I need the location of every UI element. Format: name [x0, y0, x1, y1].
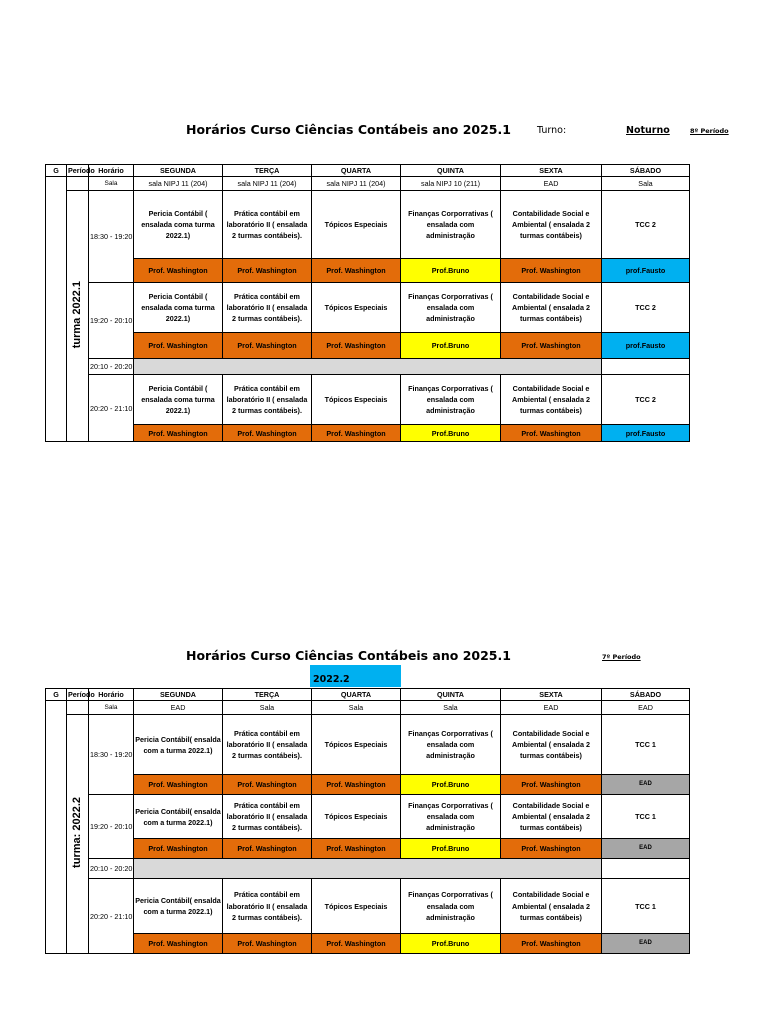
subject-sexta: Contabilidade Social e Ambiental ( ensalada 2 turmas contábeis)	[501, 191, 602, 259]
sala-sexta: EAD	[501, 177, 602, 191]
time-slot: 20:10 - 20:20	[89, 359, 134, 375]
sala-label: Sala	[89, 701, 134, 715]
subject-terca: Prática contábil em laboratório II ( ensalada 2 turmas contábeis).	[223, 879, 312, 934]
subject-terca: Prática contábil em laboratório II ( ensalada 2 turmas contábeis).	[223, 283, 312, 333]
subject-segunda: Pericia Contábil ( ensalada coma turma 2022.1)	[134, 191, 223, 259]
sala-terca: sala NIPJ 11 (204)	[223, 177, 312, 191]
header-horario: Horário	[89, 165, 134, 177]
schedule-table-2	[45, 688, 690, 954]
turma-label: turma 2022.1	[70, 280, 83, 349]
sala-terca: Sala	[223, 701, 312, 715]
prof-sexta: Prof. Washington	[501, 425, 602, 442]
prof-quinta: Prof.Bruno	[401, 259, 501, 283]
subject-row	[46, 283, 690, 333]
break-bar	[134, 859, 602, 879]
break-row	[46, 859, 690, 879]
subject-terca: Prática contábil em laboratório II ( ensalada 2 turmas contábeis).	[223, 795, 312, 839]
subject-segunda: Pericia Contábil( ensalda com a turma 2022.1)	[134, 795, 223, 839]
subject-row	[46, 191, 690, 259]
sala-quarta: sala NIPJ 11 (204)	[312, 177, 401, 191]
group-cell	[46, 177, 67, 442]
break-bar	[134, 359, 602, 375]
prof-segunda: Prof. Washington	[134, 934, 223, 954]
sala-sexta: EAD	[501, 701, 602, 715]
header-sexta: SEXTA	[501, 165, 602, 177]
prof-quarta: Prof. Washington	[312, 775, 401, 795]
time-slot: 20:10 - 20:20	[89, 859, 134, 879]
prof-quarta: Prof. Washington	[312, 425, 401, 442]
time-slot: 19:20 - 20:10	[89, 795, 134, 859]
turno-value: Noturno	[626, 125, 670, 136]
subject-sabado: TCC 2	[602, 191, 690, 259]
header-segunda: SEGUNDA	[134, 165, 223, 177]
header-quarta: QUARTA	[312, 165, 401, 177]
prof-row	[46, 934, 690, 954]
subject-quarta: Tópicos Especiais	[312, 795, 401, 839]
subject-quinta: Finanças Corporrativas ( ensalada com administração	[401, 879, 501, 934]
sala-segunda: sala NIPJ 11 (204)	[134, 177, 223, 191]
schedule-title-1: Horários Curso Ciências Contábeis ano 2025.1	[186, 122, 511, 137]
time-slot: 18:30 - 19:20	[89, 715, 134, 795]
prof-quinta: Prof.Bruno	[401, 425, 501, 442]
sala-label: Sala	[89, 177, 134, 191]
subject-row	[46, 375, 690, 425]
subject-row	[46, 715, 690, 775]
subject-segunda: Pericia Contábil( ensalda com a turma 2022.1)	[134, 879, 223, 934]
subject-terca: Prática contábil em laboratório II ( ensalada 2 turmas contábeis).	[223, 191, 312, 259]
subject-quarta: Tópicos Especiais	[312, 715, 401, 775]
header-quinta: QUINTA	[401, 689, 501, 701]
subject-sabado: TCC 2	[602, 375, 690, 425]
subject-segunda: Pericia Contábil ( ensalada coma turma 2022.1)	[134, 375, 223, 425]
header-quinta: QUINTA	[401, 165, 501, 177]
sala-sabado: Sala	[602, 177, 690, 191]
header-periodo: Período	[68, 690, 95, 699]
prof-quinta: Prof.Bruno	[401, 839, 501, 859]
prof-quinta: Prof.Bruno	[401, 333, 501, 359]
sala-quarta: Sala	[312, 701, 401, 715]
prof-sabado: prof.Fausto	[602, 333, 690, 359]
subject-row	[46, 879, 690, 934]
header-sabado: SÁBADO	[602, 165, 690, 177]
periodo-label-1: 8º Período	[690, 127, 729, 135]
break-empty	[602, 859, 690, 879]
time-slot: 18:30 - 19:20	[89, 191, 134, 283]
turma-label: turma: 2022.2	[70, 797, 83, 869]
prof-sexta: Prof. Washington	[501, 839, 602, 859]
sala-quinta: Sala	[401, 701, 501, 715]
prof-quarta: Prof. Washington	[312, 259, 401, 283]
header-horario: Horário	[89, 689, 134, 701]
prof-quarta: Prof. Washington	[312, 333, 401, 359]
break-row	[46, 359, 690, 375]
subject-quinta: Finanças Corporrativas ( ensalada com administração	[401, 375, 501, 425]
subject-quarta: Tópicos Especiais	[312, 879, 401, 934]
subject-sexta: Contabilidade Social e Ambiental ( ensalada 2 turmas contábeis)	[501, 283, 602, 333]
prof-terca: Prof. Washington	[223, 934, 312, 954]
prof-terca: Prof. Washington	[223, 333, 312, 359]
prof-quinta: Prof.Bruno	[401, 775, 501, 795]
prof-sexta: Prof. Washington	[501, 775, 602, 795]
prof-terca: Prof. Washington	[223, 425, 312, 442]
prof-segunda: Prof. Washington	[134, 333, 223, 359]
subject-quinta: Finanças Corporrativas ( ensalada com administração	[401, 795, 501, 839]
break-empty	[602, 359, 690, 375]
group-cell	[46, 701, 67, 954]
prof-sabado: prof.Fausto	[602, 425, 690, 442]
subject-terca: Prática contábil em laboratório II ( ensalada 2 turmas contábeis).	[223, 375, 312, 425]
prof-segunda: Prof. Washington	[134, 425, 223, 442]
header-g: G	[46, 165, 67, 177]
periodo-cell	[67, 177, 89, 191]
header-sexta: SEXTA	[501, 689, 602, 701]
turma-tag: 2022.2	[310, 665, 401, 687]
subject-sexta: Contabilidade Social e Ambiental ( ensalada 2 turmas contábeis)	[501, 879, 602, 934]
prof-sabado: prof.Fausto	[602, 259, 690, 283]
turma-cell	[67, 191, 89, 442]
subject-sexta: Contabilidade Social e Ambiental ( ensalada 2 turmas contábeis)	[501, 715, 602, 775]
prof-sexta: Prof. Washington	[501, 934, 602, 954]
prof-sabado: EAD	[602, 775, 690, 795]
prof-terca: Prof. Washington	[223, 839, 312, 859]
time-slot: 19:20 - 20:10	[89, 283, 134, 359]
sala-quinta: sala NIPJ 10 (211)	[401, 177, 501, 191]
subject-sexta: Contabilidade Social e Ambiental ( ensalada 2 turmas contábeis)	[501, 795, 602, 839]
turma-cell	[67, 715, 89, 954]
prof-row	[46, 775, 690, 795]
periodo-cell	[67, 701, 89, 715]
sala-segunda: EAD	[134, 701, 223, 715]
subject-sabado: TCC 2	[602, 283, 690, 333]
subject-quinta: Finanças Corporrativas ( ensalada com administração	[401, 715, 501, 775]
prof-segunda: Prof. Washington	[134, 775, 223, 795]
schedule-title-2: Horários Curso Ciências Contábeis ano 2025.1	[186, 648, 511, 663]
prof-terca: Prof. Washington	[223, 259, 312, 283]
prof-row	[46, 839, 690, 859]
header-row	[46, 689, 690, 701]
header-g: G	[46, 689, 67, 701]
turno-label: Turno:	[537, 125, 567, 136]
sala-row	[46, 177, 690, 191]
subject-row	[46, 795, 690, 839]
subject-sabado: TCC 1	[602, 715, 690, 775]
subject-quinta: Finanças Corporrativas ( ensalada com administração	[401, 191, 501, 259]
prof-terca: Prof. Washington	[223, 775, 312, 795]
subject-sabado: TCC 1	[602, 795, 690, 839]
prof-quarta: Prof. Washington	[312, 839, 401, 859]
periodo-label-2: 7º Período	[602, 653, 641, 661]
header-periodo: Período	[68, 166, 95, 175]
subject-quarta: Tópicos Especiais	[312, 191, 401, 259]
subject-segunda: Pericia Contábil ( ensalada coma turma 2022.1)	[134, 283, 223, 333]
prof-sabado: EAD	[602, 934, 690, 954]
subject-segunda: Pericia Contábil( ensalda com a turma 2022.1)	[134, 715, 223, 775]
header-terca: TERÇA	[223, 689, 312, 701]
prof-sexta: Prof. Washington	[501, 259, 602, 283]
prof-quinta: Prof.Bruno	[401, 934, 501, 954]
time-slot: 20:20 - 21:10	[89, 375, 134, 442]
prof-quarta: Prof. Washington	[312, 934, 401, 954]
header-quarta: QUARTA	[312, 689, 401, 701]
header-segunda: SEGUNDA	[134, 689, 223, 701]
prof-sabado: EAD	[602, 839, 690, 859]
prof-sexta: Prof. Washington	[501, 333, 602, 359]
subject-quarta: Tópicos Especiais	[312, 375, 401, 425]
header-row	[46, 165, 690, 177]
subject-terca: Prática contábil em laboratório II ( ensalada 2 turmas contábeis).	[223, 715, 312, 775]
prof-row	[46, 259, 690, 283]
prof-segunda: Prof. Washington	[134, 839, 223, 859]
prof-row	[46, 425, 690, 442]
sala-row	[46, 701, 690, 715]
subject-quinta: Finanças Corporrativas ( ensalada com administração	[401, 283, 501, 333]
header-sabado: SÁBADO	[602, 689, 690, 701]
subject-quarta: Tópicos Especiais	[312, 283, 401, 333]
sala-sabado: EAD	[602, 701, 690, 715]
header-terca: TERÇA	[223, 165, 312, 177]
subject-sabado: TCC 1	[602, 879, 690, 934]
prof-segunda: Prof. Washington	[134, 259, 223, 283]
time-slot: 20:20 - 21:10	[89, 879, 134, 954]
schedule-table-1	[45, 164, 690, 442]
subject-sexta: Contabilidade Social e Ambiental ( ensalada 2 turmas contábeis)	[501, 375, 602, 425]
prof-row	[46, 333, 690, 359]
